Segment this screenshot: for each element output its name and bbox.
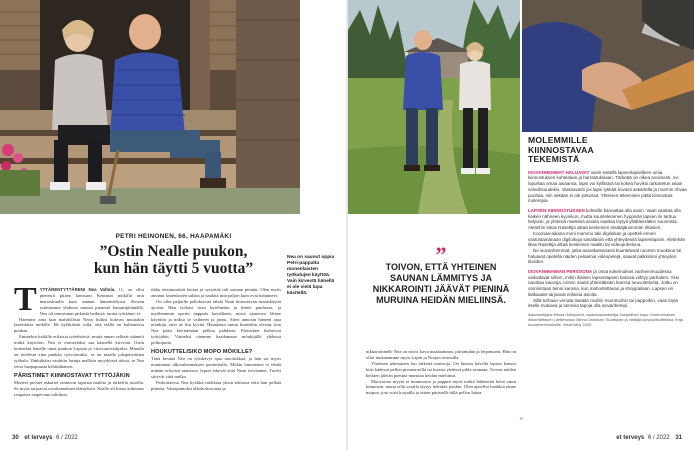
sidebar-title-line-3: TEKEMISTÄ bbox=[528, 154, 580, 165]
photo-hands bbox=[522, 0, 694, 132]
sidebar-lead-3: ISOVANHEMMAN PERSOONA bbox=[528, 269, 593, 275]
drop-cap: T bbox=[14, 281, 37, 318]
col3-paragraph-2: Yhteinen tekeminen luo tärkeitä muistoja. On hienoa käveltä lapsen kanssa kiiri kädessä pellon piennarreilla tai kurtsia yhdessä pihla saunaan. Toivon näiden hetkien jäävän pieninä muruina heidän mieliinsä. bbox=[366, 360, 516, 378]
col2-paragraph-4: Parhoitaessa Nea hyökkä mökkiaa yksin tehtassa eikä hän pelkää pimeää. Vastapainoksi alkoholiosottaa ja bbox=[151, 379, 281, 391]
left-page-number: 30 bbox=[12, 435, 19, 441]
col1-subheading: PÄRISTIMET KIINNOSTAVAT TYTTÖJÄKIN bbox=[14, 372, 130, 379]
right-page bbox=[348, 0, 694, 450]
right-folio bbox=[616, 435, 682, 441]
col1-paragraph-3: Emmekin kaikille erilaisia työtehtäviä, mutta annan selkeät säännöt mitkä käyttöön. Nea ei esimerkiksi saa käsitellä kirvestä. Ostin kuitenkin hänelle omat puukon Lapista jo viisivuotislahjaksi. Minulla on mielestä aina puukko työvoimuksi, se on maalla jokapäiväinen työkalu. Vanhiikäisi vauhtiin lastuja mallista myydyissä töissä, se Nea vetoi haapapuusta kehittäkäisen. bbox=[14, 334, 144, 369]
sidebar-lead-1: ISOVANHEMMAT HALUAVAT bbox=[528, 169, 590, 175]
intro-paragraph bbox=[14, 281, 144, 318]
quote-mark: ” bbox=[435, 242, 447, 267]
sidebar-paragraph-3b: Sillä turhaan verrata itseään muihin mummoihin tai pappoihin, vaan löytä itselle mukavia ja toimivia tapoja olla isovanhempi. bbox=[528, 297, 678, 309]
end-marker-icon: » bbox=[520, 416, 523, 422]
sidebar-paragraph-2c: Ne isovanhemmat, jotka avarakatseisesti kuuntelevat nuorten muoktioa tai haluavat opetella näiden pelaamia videopelejä, saavat palkkioksi yhteyden tiiviiden. bbox=[528, 247, 682, 265]
col1-paragraph-4: Moneet pieluet askarret tanttuvat lapsista mailtta ja tärkeiltä asioilla. Se myös tarjoavat oivaltamuksen elämyksiä. Nealle oli hieno kokemus raapaista taapersina tulitikun. bbox=[14, 379, 144, 397]
headline bbox=[0, 244, 347, 277]
right-brand-text: et terveys bbox=[616, 435, 645, 441]
sidebar-title bbox=[528, 136, 688, 165]
right-brand-logo bbox=[616, 435, 646, 441]
photo-field-image bbox=[348, 0, 520, 214]
col1-paragraph-2: Haemme aina kun mahdollista Nean lisäksi kolmea muutakin lastenlasta mökille. He kyläkäärät tulla, että täällä on kalenteissa puuhaa. bbox=[14, 316, 144, 334]
sidebar-lead-2: LAPSEN KIINNOSTUKSEN bbox=[528, 208, 585, 213]
sidebar-text-3: ja omat kokemukset vanhemmuudessa vaikuttavat siihen, mihin ikäisen lapsenlapsen kanssa viihtyy parhaiten. Yksi nauttiaa vauvoja, toinen nauttii yhteisläisten kanssa neuvottelusta. Jotku on ommiintaan teinin kanssa, kun mahostettavan ja shoppailaan. Lapsen eri ikäkaudet tarjoavat erilaisia asioita. bbox=[528, 269, 679, 297]
headline-line-1: ”Ostin Nealle puukon, bbox=[99, 243, 248, 260]
intro-text: , 11, on ollut pienestä pitäen kanssani Keuruun mökillä niin marraskuulla kuin saunan lämmittelyssä. Kerran ystävämme yhdessä saunaa pienestä kummipitämällä. Nea oli innostunut pitkästä heikistä, mutta työtäänvi et. bbox=[39, 287, 144, 316]
photo-hands-image bbox=[522, 0, 694, 132]
sidebar-credits: Asiantuntijana Minna Gullsmand, vastuutasiantuntija Suhjalahan sopu: Kommonaisen rikkomilittasen Liiettevoissu Minna Ostomari: Suuttopan ja väitöjät suhpuolisuhteissa, Kirja isovanhemmuksille. Viesti kilby 2020. bbox=[528, 311, 684, 327]
sidebar-title-line-2: KIINNOSTAVAA bbox=[528, 144, 594, 155]
sidebar-text-1: usein esitellä lapsenlapselleen omia kiinnostuksen kohteitaan ja harrastuksiaan. Tärkeää on olkea avoimesti, ovi lopuiltaa omaa asiaansa, lapsi voi kyllästyä tai kokea huviksi tarkoitetun asian velvollisuudeksi. Vastaavasti jos lapsi tykkää kovasti askartella ja murmin nhvaa puuhaa, niin sekään ei ole pakossa. Yhteisen tekemisen pitää kiinnostaa molempia. bbox=[528, 169, 687, 204]
photo-field bbox=[348, 0, 520, 214]
article-column-3 bbox=[366, 349, 516, 396]
col2-paragraph-2: On ollut paljaille pallokorvaa tähdä Nean kiinostavan moniskäyttä ajoista. Hän työkäsi itsea kyselmään ja ihmet puuhassa, ja myöhemmin operin nappula kavallinen, mistä ajoneuvo lähtee käyntiin ja miksä se vaihteen ja jarrut. Siten annosin häneen ajaa mönkijä, ettei ne lisä kyytiä. Hauskinta tuntui kuitenkin olevan, kun Nea pääsi kierttämään pelkoa pahdasta. Päristimet kiehtovat tyttöjäkin. Viimeksi otemme kaadamaan mönkijällä yhdessä polttopuita. bbox=[151, 298, 281, 346]
right-issue: 6 / 2022 bbox=[647, 435, 670, 441]
photo-steps-image bbox=[0, 0, 300, 214]
col3-paragraph-3: Muovoitaa myytä ei mummoon ja pappan myös mitkä lähteneitä heitä omin kinnoisin, mutta sillä varalla täytyy kehittää jotakin. Olen ajatellut hankkia tänne mopon, jota voisi korjailla ja ottein päristellä tällä pellon laitaa. bbox=[366, 378, 516, 396]
col2-paragraph-3: Tänä kesänä Nea on työskävyt ajaa moottikkaa, ja hän sai myös muutaman ulkorakennuksen puomittalla. Mökin huomenna ei tehdä mitään erityistä numeroa, lapset tekevät siitä Nean isovhanen. Tuolet sittyvät siitä melko. bbox=[151, 356, 281, 379]
left-issue: 6 / 2022 bbox=[56, 435, 78, 441]
photo-caption-text: Nea on saunut oppia Petri-pappalta monenlaisten työkalujen käyttöä. Vain kirvestä hänellä ei ole vielä lupa käsitellä. bbox=[287, 255, 335, 296]
sidebar bbox=[528, 136, 688, 327]
byline: PETRI HEINONEN, 66, HAAPAMÄKI bbox=[115, 233, 232, 240]
col2-paragraph-1: tikku ensimmäistä kertaa ja syttyttää tuli saunan pesään. Olen myös antanut lastenlasten sahata ja naulata niin paljon kuin ovat halunneet. bbox=[151, 287, 281, 298]
article-column-1 bbox=[14, 281, 144, 397]
left-folio bbox=[12, 435, 78, 441]
sidebar-paragraph-2b: Koronaa-aikana moni mummo taki digiloikan ja opetteli ennen vastustamanaan digiloikoja sasalaisiin että yhteydessä lapsenlapsiin. Aletinhän likas Rasettija alkaä keskeinen naalitu tai videopuheluna. bbox=[528, 230, 686, 248]
intro-lead: YTTÄRENTYTTÄRENI Nea Valtola bbox=[39, 287, 115, 292]
col3-paragraph-1: nikkaroinnelle Nea on myös kova maalaamaan, piirtämään ja leipomaan. Hän on ollut mukanamme myös Lapin ja Norjan reissuilla. bbox=[366, 349, 516, 360]
left-brand-text: et terveys bbox=[24, 435, 53, 441]
photo-steps bbox=[0, 0, 300, 214]
quote-text: TOIVON, ETTÄ YHTEINEN SAUNAN LÄMMITYS JA NIKKAROINTI JÄÄVÄT PIENINÄ MURUINA HEIDÄN MIELIINSÄ. bbox=[372, 262, 510, 305]
col2-subheading: HOUKUTTELISIKO MOPO MÖKILLE? bbox=[151, 349, 253, 356]
left-brand-logo bbox=[24, 435, 54, 441]
sidebar-title-line-1: MOLEMMILLE bbox=[528, 135, 588, 145]
right-page-number: 31 bbox=[675, 435, 682, 441]
pull-quote bbox=[366, 242, 516, 306]
headline-line-2: kun hän täytti 5 vuotta” bbox=[93, 259, 254, 277]
sidebar-paragraph-1 bbox=[528, 170, 688, 204]
sidebar-paragraph-2 bbox=[528, 208, 688, 231]
sidebar-text-2: kohteille kannattaa olla avoin. Vaari saattaa olla kaiken nähneen kyynikon, mutta kuunteleminen hyppivän lapsen ilo tarttuu helposti, ja yhteisiä mieleisiä asioita saattaa löytyä yllättävistäkin suunnista. Aletinhin lokas Rasettija alkaä keskeinen etsätäjärvimmän riltasieri. bbox=[528, 208, 681, 231]
article-column-2 bbox=[151, 287, 281, 392]
sidebar-paragraph-3 bbox=[528, 269, 688, 298]
